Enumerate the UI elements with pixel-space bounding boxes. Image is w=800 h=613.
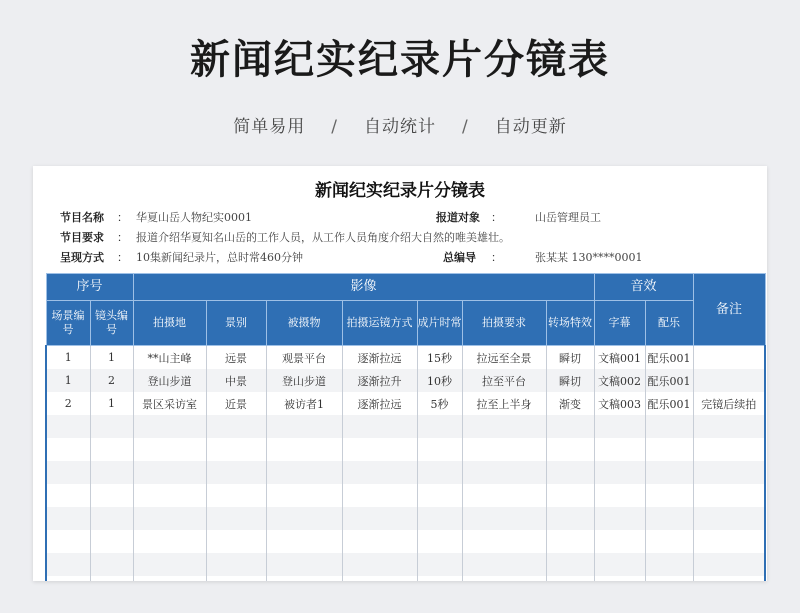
table-cell[interactable] (133, 530, 206, 553)
table-cell[interactable] (693, 461, 765, 484)
feature-tagline (0, 112, 800, 137)
table-cell[interactable] (266, 576, 342, 581)
table-cell[interactable] (645, 576, 693, 581)
table-cell[interactable] (90, 415, 133, 438)
table-cell[interactable]: 被访者1 (266, 392, 342, 415)
table-cell[interactable] (266, 553, 342, 576)
table-cell[interactable] (266, 461, 342, 484)
table-cell[interactable]: 景区采访室 (133, 392, 206, 415)
feature-auto-update: 自动更新 (494, 117, 567, 137)
table-cell[interactable] (693, 553, 765, 576)
table-cell[interactable]: 瞬切 (546, 369, 594, 392)
header-remark: 备注 (693, 274, 765, 346)
table-cell[interactable]: 逐渐拉远 (342, 346, 417, 370)
table-cell[interactable] (266, 438, 342, 461)
feature-auto-stats: 自动统计 (364, 117, 436, 137)
table-cell[interactable] (90, 530, 133, 553)
table-cell[interactable] (693, 530, 765, 553)
table-cell[interactable] (90, 461, 133, 484)
table-cell[interactable] (594, 553, 645, 576)
table-cell[interactable] (266, 415, 342, 438)
table-row (46, 530, 765, 553)
table-cell[interactable] (46, 438, 90, 461)
table-cell[interactable] (133, 415, 206, 438)
table-cell[interactable] (693, 484, 765, 507)
table-cell[interactable] (342, 576, 417, 581)
table-cell[interactable] (594, 484, 645, 507)
table-row (46, 484, 765, 507)
colon: ： (491, 251, 502, 264)
table-row (46, 369, 765, 392)
table-cell[interactable] (133, 576, 206, 581)
table-cell[interactable] (342, 415, 417, 438)
table-row (46, 553, 765, 576)
header-image: 影像 (133, 274, 594, 301)
table-body (46, 346, 765, 582)
table-cell[interactable] (645, 530, 693, 553)
table-cell[interactable] (342, 507, 417, 530)
table-cell[interactable]: 登山步道 (133, 369, 206, 392)
table-cell[interactable]: 文稿003 (594, 392, 645, 415)
table-cell[interactable] (46, 530, 90, 553)
program-req-label: 节目要求 (60, 231, 104, 244)
table-cell[interactable]: 拉至上半身 (462, 392, 546, 415)
header-movement: 拍摄运镜方式 (342, 301, 417, 346)
table-cell[interactable]: 文稿001 (594, 346, 645, 370)
table-cell[interactable] (206, 553, 266, 576)
table-cell[interactable] (342, 553, 417, 576)
table-cell[interactable] (693, 346, 765, 370)
header-requirement: 拍摄要求 (462, 301, 546, 346)
table-cell[interactable] (133, 438, 206, 461)
table-cell[interactable]: **山主峰 (133, 346, 206, 370)
table-cell[interactable] (133, 507, 206, 530)
table-cell[interactable]: 拉远至全景 (462, 346, 546, 370)
table-cell[interactable]: 中景 (206, 369, 266, 392)
table-cell[interactable] (645, 461, 693, 484)
table-cell[interactable] (546, 576, 594, 581)
editor-label: 总编导 (443, 251, 476, 264)
program-req-value[interactable]: 报道介绍华夏知名山岳的工作人员，从工作人员角度介绍大自然的唯美雄壮。 (136, 231, 510, 244)
header-subtitle: 字幕 (594, 301, 645, 346)
table-cell[interactable] (46, 461, 90, 484)
table-cell[interactable]: 观景平台 (266, 346, 342, 370)
table-cell[interactable] (462, 415, 546, 438)
table-cell[interactable] (206, 507, 266, 530)
feature-easy: 简单易用 (233, 117, 306, 137)
table-cell[interactable] (266, 530, 342, 553)
table-cell[interactable] (546, 553, 594, 576)
table-cell[interactable]: 远景 (206, 346, 266, 370)
table-row (46, 438, 765, 461)
table-row (46, 346, 765, 370)
table-cell[interactable] (90, 484, 133, 507)
table-cell[interactable] (46, 484, 90, 507)
table-cell[interactable] (594, 530, 645, 553)
table-cell[interactable]: 1 (46, 346, 90, 370)
table-row (46, 507, 765, 530)
table-cell[interactable] (645, 415, 693, 438)
table-cell[interactable]: 配乐001 (645, 369, 693, 392)
table-cell[interactable] (594, 438, 645, 461)
header-shot-no: 镜头编号 (90, 301, 133, 346)
table-cell[interactable] (693, 369, 765, 392)
colon: ： (491, 211, 502, 224)
report-target-label: 报道对象 (436, 211, 480, 224)
table-cell[interactable] (462, 530, 546, 553)
table-cell[interactable] (90, 576, 133, 581)
report-target-value[interactable]: 山岳管理员工 (535, 211, 601, 224)
program-name-value[interactable]: 华夏山岳人物纪实0001 (136, 211, 252, 224)
table-cell[interactable]: 瞬切 (546, 346, 594, 370)
table-cell[interactable] (462, 553, 546, 576)
table-cell[interactable] (342, 484, 417, 507)
table-cell[interactable] (594, 507, 645, 530)
header-transition: 转场特效 (546, 301, 594, 346)
table-cell[interactable]: 拉至平台 (462, 369, 546, 392)
table-cell[interactable]: 逐渐拉远 (342, 392, 417, 415)
table-cell[interactable] (90, 438, 133, 461)
table-cell[interactable] (693, 576, 765, 581)
header-subject: 被摄物 (266, 301, 342, 346)
table-cell[interactable] (90, 507, 133, 530)
table-cell[interactable] (693, 507, 765, 530)
table-cell[interactable] (266, 484, 342, 507)
table-cell[interactable]: 1 (90, 392, 133, 415)
table-cell[interactable]: 1 (46, 369, 90, 392)
table-cell[interactable] (133, 461, 206, 484)
table-cell[interactable] (206, 415, 266, 438)
table-cell[interactable]: 配乐001 (645, 392, 693, 415)
header-shot-size: 景别 (206, 301, 266, 346)
table-cell[interactable] (266, 507, 342, 530)
table-cell[interactable] (693, 415, 765, 438)
table-cell[interactable] (546, 438, 594, 461)
table-cell[interactable] (417, 438, 462, 461)
storyboard-sheet (33, 166, 767, 581)
table-cell[interactable] (206, 530, 266, 553)
table-cell[interactable] (645, 507, 693, 530)
table-cell[interactable]: 逐渐拉升 (342, 369, 417, 392)
table-row (46, 415, 765, 438)
header-scene-no: 场景编号 (46, 301, 90, 346)
table-cell[interactable] (462, 507, 546, 530)
table-cell[interactable] (417, 415, 462, 438)
table-cell[interactable]: 1 (90, 346, 133, 370)
table-cell[interactable]: 完镜后续拍 (693, 392, 765, 415)
header-audio: 音效 (594, 274, 693, 301)
program-name-label: 节目名称 (60, 211, 104, 224)
table-cell[interactable] (133, 553, 206, 576)
table-cell[interactable]: 5秒 (417, 392, 462, 415)
editor-value[interactable]: 张某某 130****0001 (535, 251, 643, 264)
table-cell[interactable] (206, 576, 266, 581)
page-title: 新闻纪实纪录片分镜表 (190, 37, 610, 83)
table-cell[interactable]: 15秒 (417, 346, 462, 370)
table-cell[interactable] (90, 553, 133, 576)
table-cell[interactable] (546, 530, 594, 553)
table-cell[interactable] (46, 415, 90, 438)
table-cell[interactable]: 10秒 (417, 369, 462, 392)
header-music: 配乐 (645, 301, 693, 346)
table-cell[interactable] (645, 553, 693, 576)
present-value[interactable]: 10集新闻纪录片，总时常460分钟 (136, 251, 303, 264)
colon: ： (117, 251, 128, 264)
table-cell[interactable] (645, 484, 693, 507)
table-cell[interactable]: 2 (90, 369, 133, 392)
table-cell[interactable] (342, 438, 417, 461)
table-cell[interactable] (417, 576, 462, 581)
table-cell[interactable]: 渐变 (546, 392, 594, 415)
table-cell[interactable] (417, 553, 462, 576)
separator: / (331, 117, 338, 137)
table-cell[interactable] (462, 484, 546, 507)
table-cell[interactable] (546, 484, 594, 507)
table-cell[interactable]: 文稿002 (594, 369, 645, 392)
table-cell[interactable] (594, 415, 645, 438)
sheet-title: 新闻纪实纪录片分镜表 (315, 181, 485, 201)
colon: ： (117, 231, 128, 244)
table-cell[interactable]: 2 (46, 392, 90, 415)
table-cell[interactable] (417, 484, 462, 507)
table-cell[interactable] (594, 576, 645, 581)
header-location: 拍摄地 (133, 301, 206, 346)
present-label: 呈现方式 (60, 251, 104, 264)
colon: ： (117, 211, 128, 224)
table-cell[interactable]: 配乐001 (645, 346, 693, 370)
table-cell[interactable] (342, 461, 417, 484)
table-cell[interactable] (693, 438, 765, 461)
table-cell[interactable] (462, 438, 546, 461)
table-cell[interactable] (206, 484, 266, 507)
table-cell[interactable]: 近景 (206, 392, 266, 415)
table-cell[interactable] (417, 461, 462, 484)
table-row (46, 392, 765, 415)
table-cell[interactable] (206, 438, 266, 461)
header-seq: 序号 (46, 274, 133, 301)
separator: / (462, 117, 469, 137)
table-cell[interactable] (462, 461, 546, 484)
table-cell[interactable] (645, 438, 693, 461)
table-cell[interactable] (546, 461, 594, 484)
table-cell[interactable] (46, 507, 90, 530)
table-cell[interactable] (133, 484, 206, 507)
table-cell[interactable] (594, 461, 645, 484)
table-cell[interactable] (342, 530, 417, 553)
table-cell[interactable] (46, 576, 90, 581)
table-row (46, 576, 765, 581)
table-cell[interactable] (206, 461, 266, 484)
storyboard-table (45, 273, 766, 581)
table-cell[interactable] (546, 507, 594, 530)
table-row (46, 461, 765, 484)
table-cell[interactable] (546, 415, 594, 438)
table-cell[interactable]: 登山步道 (266, 369, 342, 392)
table-cell[interactable] (462, 576, 546, 581)
header-duration: 成片时常 (417, 301, 462, 346)
table-cell[interactable] (46, 553, 90, 576)
table-cell[interactable] (417, 507, 462, 530)
table-cell[interactable] (417, 530, 462, 553)
